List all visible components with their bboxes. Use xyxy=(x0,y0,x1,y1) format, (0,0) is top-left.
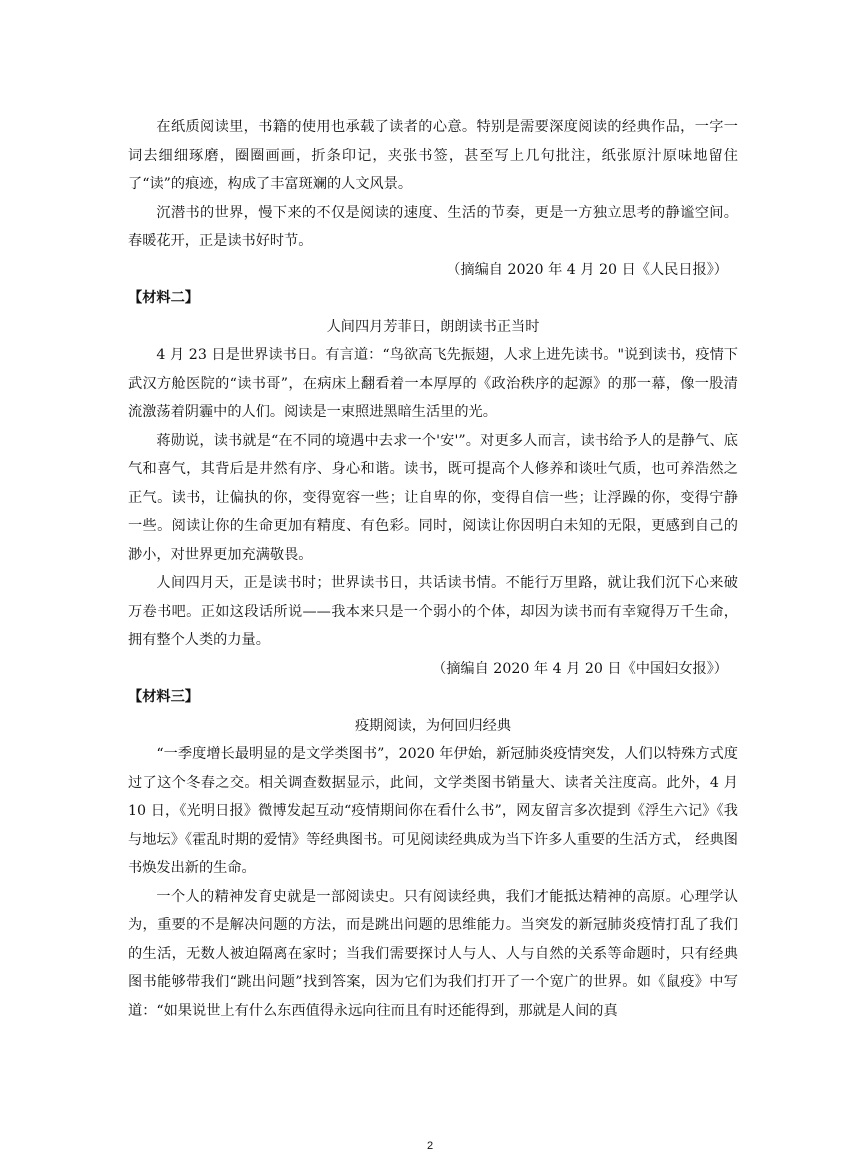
source-citation: （摘编自 2020 年 4 月 20 日《人民日报》） xyxy=(446,261,728,278)
document-body xyxy=(128,113,738,1025)
paragraph: 沉潜书的世界，慢下来的不仅是阅读的速度、生活的节奏，更是一方独立思考的静谧空间。春暖花开，正是读书好时节。 xyxy=(128,204,738,249)
paragraph: 蒋勋说，读书就是“在不同的境遇中去求一个'安'”。对更多人而言，读书给予人的是静气、底气和喜气，其背后是井然有序、身心和谐。读书，既可提高个人修养和谈吐气质，也可养浩然之正气。读书，让偏执的你，变得宽容一些；让自卑的你，变得自信一些；让浮躁的你，变得宁静一些。阅读让你的生命更加有精度、有色彩。同时，阅读让你因明白未知的无限，更感到自己的渺小，对世界更加充满敬畏。 xyxy=(128,432,738,563)
article-title: 疫期阅读，为何回归经典 xyxy=(354,717,512,734)
paragraph: 人间四月天，正是读书时；世界读书日，共话读书情。不能行万里路，就让我们沉下心来破万卷书吧。正如这段话所说——我本来只是一个弱小的个体，却因为读书而有幸窥得万千生命，拥有整个人类的力量。 xyxy=(128,575,738,648)
section-heading-material-2: 【材料二】 xyxy=(128,290,199,306)
paragraph: 在纸质阅读里，书籍的使用也承载了读者的心意。特别是需要深度阅读的经典作品，一字一词去细细琢磨，圈圈画画，折条印记，夹张书签，甚至写上几句批注，纸张原汁原味地留住了“读”的痕迹，构成了丰富斑斓的人文风景。 xyxy=(128,119,738,192)
paragraph: “一季度增长最明显的是文学类图书”，2020 年伊始，新冠肺炎疫情突发，人们以特殊方式度过了这个冬春之交。相关调查数据显示，此间，文学类图书销量大、读者关注度高。此外，4 月 10 日，《光明日报》微博发起互动“疫情期间你在看什么书”，网友留言多次提到《浮生六记》《我与地坛》《霍乱时期的爱情》等经典图书。可见阅读经典成为当下许多人重要的生活方式， 经典图书焕发出新的生命。 xyxy=(128,746,738,876)
paragraph: 4 月 23 日是世界读书日。有言道：“鸟欲高飞先振翅，人求上进先读书。"说到读书，疫情下武汉方舱医院的“读书哥”，在病床上翻看着一本厚厚的《政治秩序的起源》的那一幕，像一股清流激荡着阴霾中的人们。阅读是一束照进黑暗生活里的光。 xyxy=(128,347,738,420)
page-number: 2 xyxy=(426,1140,434,1152)
article-title: 人间四月芳菲日，朗朗读书正当时 xyxy=(326,318,540,335)
paragraph: 一个人的精神发育史就是一部阅读史。只有阅读经典，我们才能抵达精神的高原。心理学认为，重要的不是解决问题的方法，而是跳出问题的思维能力。当突发的新冠肺炎疫情打乱了我们的生活，无数人被迫隔离在家时；当我们需要探讨人与人、人与自然的关系等命题时，只有经典图书能够带我们“跳出问题”找到答案，因为它们为我们打开了一个宽广的世界。如《鼠疫》中写道：“如果说世上有什么东西值得永远向往而且有时还能得到，那就是人间的真 xyxy=(128,888,738,1019)
source-citation: （摘编自 2020 年 4 月 20 日《中国妇女报》） xyxy=(432,660,728,677)
section-heading-material-3: 【材料三】 xyxy=(128,689,199,705)
